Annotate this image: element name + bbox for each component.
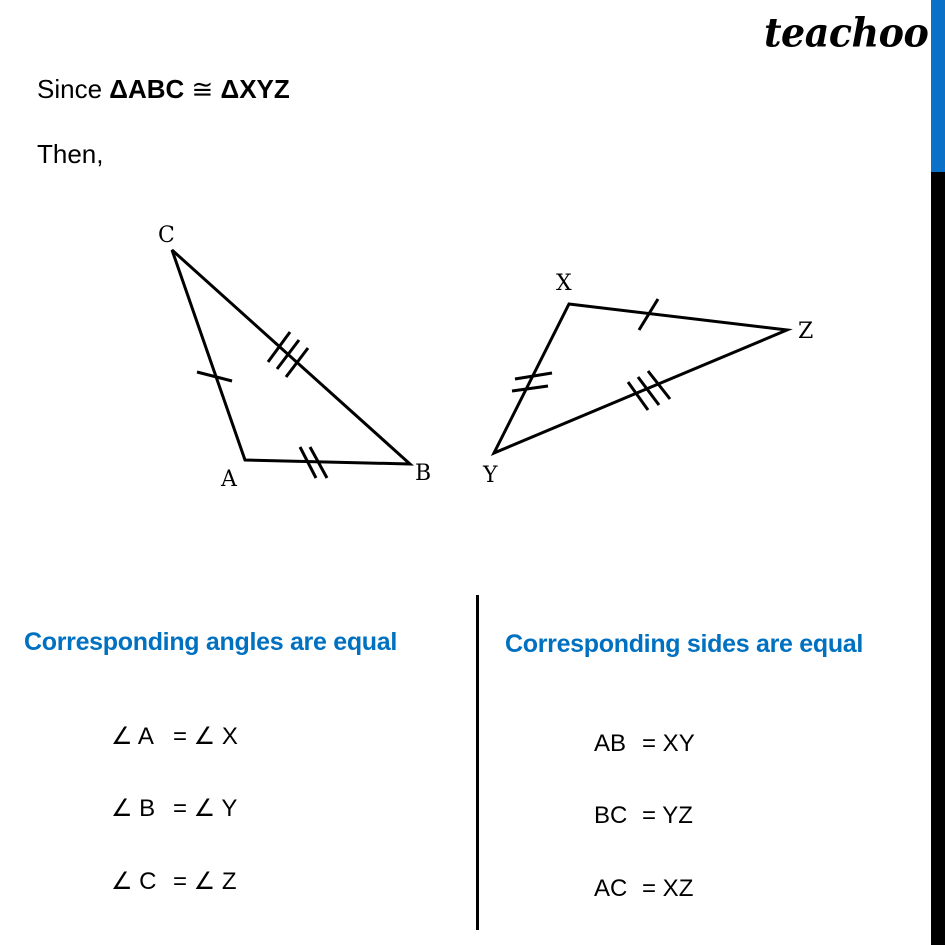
triangle-xyz (494, 299, 787, 453)
angle-rhs: = ∠ X (173, 723, 238, 750)
vertex-label-z: Z (798, 319, 814, 344)
vertex-label-x: X (556, 271, 572, 296)
angle-equality-row (111, 797, 237, 821)
side-lhs: BC (594, 802, 628, 829)
side-equality-row (594, 804, 693, 828)
side-equality-row (594, 877, 693, 901)
tick-mark-xy-double-2 (512, 386, 548, 391)
angle-rhs: = ∠ Z (173, 868, 237, 895)
triangle-abc-outline (172, 250, 410, 464)
teachoo-logo: teachoo (764, 8, 929, 57)
column-divider (476, 595, 479, 930)
side-rhs: = XY (642, 730, 695, 757)
angle-equality-row (111, 725, 238, 749)
congruent-symbol: ≅ (184, 74, 221, 104)
side-equality-row (594, 732, 695, 756)
sides-heading: Corresponding sides are equal (505, 630, 864, 658)
side-lhs: AC (594, 875, 628, 902)
side-lhs: AB (594, 730, 627, 757)
triangle-xyz-name: ΔXYZ (220, 74, 290, 104)
vertex-label-y: Y (483, 463, 498, 488)
angle-rhs: = ∠ Y (173, 795, 238, 822)
side-rhs: = XZ (642, 875, 694, 902)
triangle-abc (172, 250, 410, 478)
triangle-abc-name: ΔABC (109, 74, 185, 104)
vertex-label-b: B (415, 461, 432, 486)
side-rhs: = YZ (642, 802, 693, 829)
since-prefix: Since (37, 74, 110, 104)
angle-lhs: ∠ A (111, 723, 154, 750)
vertex-label-c: C (158, 223, 175, 248)
vertex-label-a: A (221, 467, 237, 492)
angle-lhs: ∠ B (111, 795, 156, 822)
angle-lhs: ∠ C (111, 868, 157, 895)
angle-equality-row (111, 870, 237, 894)
then-text: Then, (37, 139, 104, 169)
angles-heading: Corresponding angles are equal (24, 628, 398, 656)
